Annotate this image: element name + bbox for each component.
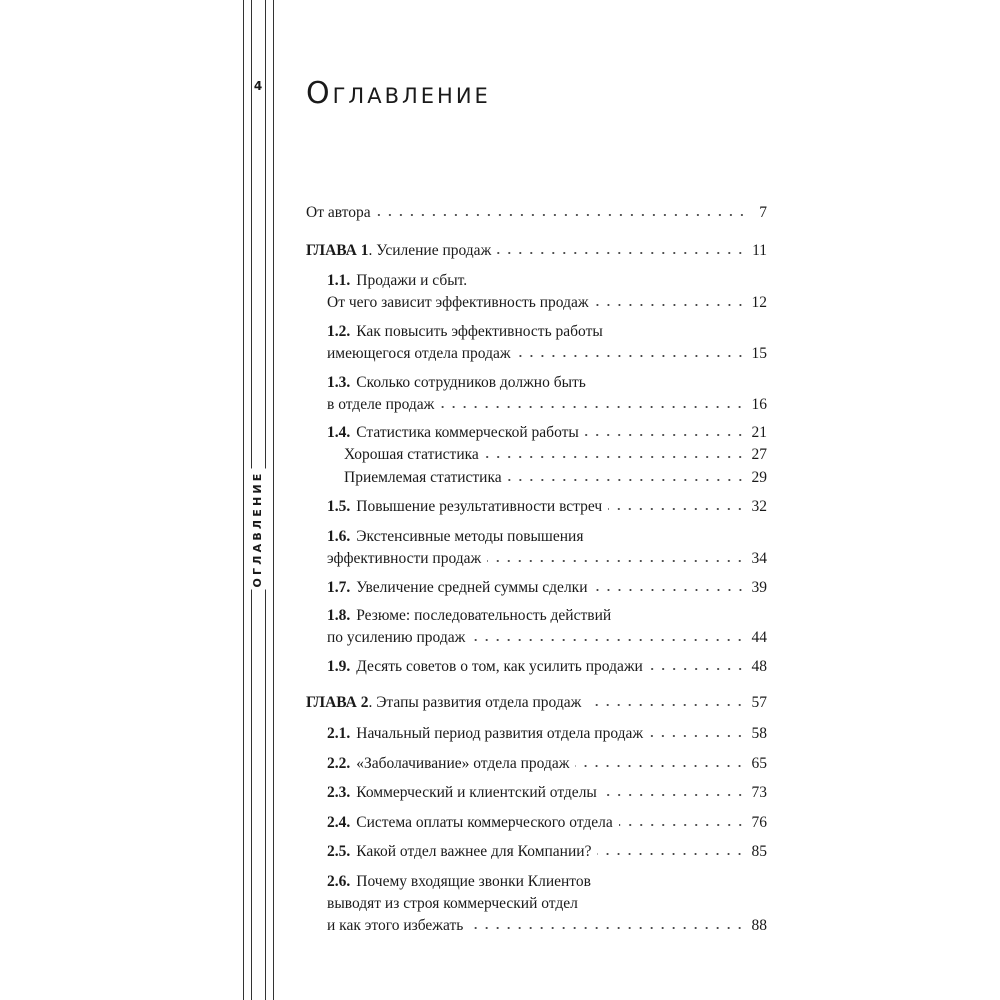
page-ref: 76 — [751, 814, 767, 831]
dot-leader — [597, 852, 745, 856]
dot-leader — [595, 303, 746, 307]
entry-text: Экстенсивные методы повышения — [356, 528, 584, 545]
page-ref: 27 — [751, 446, 767, 463]
dot-leader — [587, 703, 745, 707]
page-ref: 16 — [751, 396, 767, 413]
dot-leader — [497, 251, 746, 255]
entry-text: Продажи и сбыт. — [356, 272, 468, 289]
page-ref: 21 — [751, 424, 767, 441]
entry-text: в отделе продаж — [327, 396, 435, 413]
section-number: 2.3. — [327, 784, 351, 801]
page-ref: 85 — [751, 843, 767, 860]
dot-leader — [649, 667, 746, 671]
page-ref: 12 — [751, 294, 767, 311]
section-number: 2.6. — [327, 873, 351, 890]
page-ref: 32 — [751, 498, 767, 515]
page-ref: 15 — [751, 345, 767, 362]
entry-text: Статистика коммерческой работы — [356, 424, 579, 441]
page-ref: 57 — [751, 694, 767, 711]
section-number: 1.7. — [327, 579, 351, 596]
entry-text: От чего зависит эффективность продаж — [327, 294, 589, 311]
page-ref: 7 — [759, 204, 767, 221]
page-title: Оглавление — [306, 76, 491, 111]
toc-entry-2-5[interactable] — [327, 841, 767, 863]
section-number: 2.2. — [327, 755, 351, 772]
dot-leader — [487, 559, 745, 563]
page-number: 4 — [253, 79, 263, 93]
entry-text: эффективности продаж — [327, 550, 482, 567]
toc-entry-chapter-2[interactable] — [306, 692, 767, 714]
entry-text: имеющегося отдела продаж — [327, 345, 511, 362]
section-number: 1.6. — [327, 528, 351, 545]
entry-text: Система оплаты коммерческого отдела — [356, 814, 613, 831]
section-number: 1.2. — [327, 323, 351, 340]
entry-text: Увеличение средней суммы сделки — [356, 579, 588, 596]
entry-text: Повышение результативности встреч — [356, 498, 603, 515]
page-ref: 48 — [751, 658, 767, 675]
toc-entry-2-1[interactable] — [327, 723, 767, 745]
entry-text: Сколько сотрудников должно быть — [356, 374, 586, 391]
entry-text: Как повысить эффективность работы — [356, 323, 603, 340]
toc-entry-1-6[interactable] — [327, 526, 767, 570]
entry-text: Почему входящие звонки Клиентов — [356, 873, 591, 890]
section-number: 1.9. — [327, 658, 351, 675]
page-ref: 44 — [751, 629, 767, 646]
dot-leader — [649, 734, 745, 738]
toc-entry-1-3[interactable] — [327, 372, 767, 416]
toc-entry-1-5[interactable] — [327, 496, 767, 518]
page-ref: 58 — [751, 725, 767, 742]
toc-entry-acceptable-stats[interactable] — [344, 467, 767, 489]
toc-entry-author[interactable] — [306, 202, 767, 224]
entry-text: Коммерческий и клиентский отделы — [356, 784, 597, 801]
entry-text: Какой отдел важнее для Компании? — [356, 843, 592, 860]
entry-text: Резюме: последовательность действий — [356, 607, 612, 624]
page-ref: 73 — [751, 784, 767, 801]
page-ref: 29 — [751, 469, 767, 486]
dot-leader — [594, 588, 746, 592]
toc-entry-1-4[interactable] — [327, 422, 767, 444]
section-number: 2.5. — [327, 843, 351, 860]
entry-text: и как этого избежать — [327, 917, 464, 934]
dot-leader — [585, 433, 746, 437]
section-number: 1.4. — [327, 424, 351, 441]
section-number: 1.3. — [327, 374, 351, 391]
toc-entry-2-3[interactable] — [327, 782, 767, 804]
dot-leader — [508, 478, 746, 482]
entry-text: «Заболачивание» отдела продаж — [356, 755, 570, 772]
entry-text: От автора — [306, 204, 371, 221]
page-ref: 34 — [751, 550, 767, 567]
dot-leader — [619, 823, 746, 827]
toc-entry-1-2[interactable] — [327, 321, 767, 365]
dot-leader — [471, 638, 745, 642]
toc-entry-1-8[interactable] — [327, 605, 767, 649]
page-ref: 65 — [751, 755, 767, 772]
chapter-number: ГЛАВА 2 — [306, 694, 369, 711]
dot-leader — [377, 213, 747, 217]
dot-leader — [608, 507, 745, 511]
section-number: 1.1. — [327, 272, 351, 289]
toc-entry-2-6[interactable] — [327, 871, 767, 937]
entry-text: Хорошая статистика — [344, 446, 479, 463]
entry-text: по усилению продаж — [327, 629, 466, 646]
dot-leader — [485, 455, 746, 459]
dot-leader — [575, 764, 745, 768]
toc-entry-1-1[interactable] — [327, 270, 767, 314]
entry-text: Десять советов о том, как усилить продажи — [356, 658, 643, 675]
dot-leader — [440, 405, 745, 409]
page-ref: 39 — [751, 579, 767, 596]
entry-text: . Этапы развития отдела продаж — [368, 694, 582, 711]
toc-entry-1-9[interactable] — [327, 656, 767, 678]
toc-entry-2-4[interactable] — [327, 812, 767, 834]
toc-entry-chapter-1[interactable] — [306, 240, 767, 262]
section-number: 2.1. — [327, 725, 351, 742]
toc-entry-good-stats[interactable] — [344, 444, 767, 466]
running-head-vertical: ОГЛАВЛЕНИЕ — [249, 469, 267, 590]
page-ref: 11 — [752, 242, 767, 259]
section-number: 1.5. — [327, 498, 351, 515]
toc-entry-1-7[interactable] — [327, 577, 767, 599]
dot-leader — [603, 793, 746, 797]
dot-leader — [517, 354, 746, 358]
section-number: 2.4. — [327, 814, 351, 831]
section-number: 1.8. — [327, 607, 351, 624]
chapter-number: ГЛАВА 1 — [306, 242, 369, 259]
dot-leader — [469, 926, 745, 930]
page-ref: 88 — [751, 917, 767, 934]
entry-text: выводят из строя коммерческий отдел — [327, 895, 578, 912]
entry-text: Начальный период развития отдела продаж — [356, 725, 644, 742]
entry-text: . Усиление продаж — [368, 242, 492, 259]
toc-entry-2-2[interactable] — [327, 753, 767, 775]
entry-text: Приемлемая статистика — [344, 469, 502, 486]
